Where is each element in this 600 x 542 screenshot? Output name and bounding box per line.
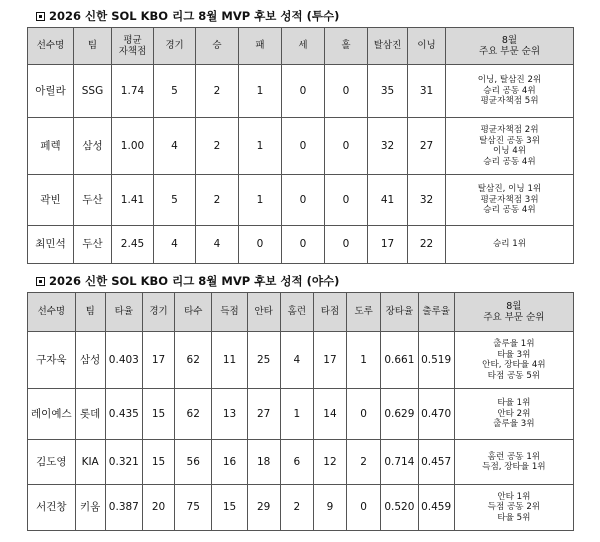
ranking-notes-cell [454, 389, 573, 440]
ranking-note: 출루율 1위 [493, 339, 535, 349]
table-cell: SSG [74, 65, 112, 118]
table-cell: 0.387 [105, 485, 142, 531]
ranking-note: 출루율 3위 [493, 419, 535, 430]
table-cell: 두산 [74, 226, 112, 264]
header-cell: 안타 [247, 293, 280, 332]
table-cell: 키움 [75, 485, 105, 531]
table-cell: KIA [75, 440, 105, 485]
table-cell: 삼성 [75, 332, 105, 389]
table-cell: 22 [408, 226, 446, 264]
header-cell: 선수명 [28, 293, 76, 332]
table-cell: 15 [212, 485, 247, 531]
table-row [28, 175, 574, 226]
table-cell: 29 [247, 485, 280, 531]
header-cell: 도루 [347, 293, 381, 332]
table-cell: 15 [142, 440, 174, 485]
header-cell: 타점 [313, 293, 346, 332]
batter-title-text: 2026 신한 SOL KBO 리그 8월 MVP 후보 성적 (야수) [49, 274, 340, 288]
table-cell: 25 [247, 332, 280, 389]
table-cell: 0.661 [381, 332, 418, 389]
table-cell: 0 [347, 389, 381, 440]
table-cell: 1 [239, 118, 282, 175]
table-cell: 2 [196, 65, 239, 118]
table-cell: 15 [142, 389, 174, 440]
table-row [28, 389, 574, 440]
table-cell: 0.321 [105, 440, 142, 485]
header-cell: 홈런 [280, 293, 313, 332]
table-cell: 1.74 [112, 65, 154, 118]
batter-header-row [28, 293, 574, 332]
batter-stats-table [27, 292, 574, 531]
ranking-note: 이닝, 탈삼진 2위 [477, 75, 542, 86]
table-cell: 김도영 [28, 440, 76, 485]
table-cell: 2 [280, 485, 313, 531]
ranking-note: 평균자책점 3위 [480, 194, 539, 205]
header-cell: 출루율 [418, 293, 454, 332]
table-cell: 삼성 [74, 118, 112, 175]
header-cell: 8월 주요 부문 순위 [446, 28, 574, 65]
table-cell: 0.435 [105, 389, 142, 440]
table-cell: 페렉 [28, 118, 74, 175]
pitcher-title-text: 2026 신한 SOL KBO 리그 8월 MVP 후보 성적 (투수) [49, 9, 340, 23]
table-cell: 4 [154, 118, 196, 175]
header-cell: 승 [196, 28, 239, 65]
table-row [28, 440, 574, 485]
table-cell: 1 [239, 65, 282, 118]
ranking-note: 승리 공동 4위 [483, 85, 536, 96]
table-cell: 16 [212, 440, 247, 485]
header-cell: 홀 [325, 28, 368, 65]
header-cell: 경기 [142, 293, 174, 332]
table-cell: 2 [196, 118, 239, 175]
table-cell: 17 [368, 226, 408, 264]
batter-table-body [28, 332, 574, 531]
table-cell: 11 [212, 332, 247, 389]
table-cell: 1 [280, 389, 313, 440]
table-cell: 아릴라 [28, 65, 74, 118]
ranking-notes-cell [454, 332, 573, 389]
square-bullet-icon [36, 277, 45, 286]
table-cell: 0 [325, 65, 368, 118]
header-cell: 팀 [74, 28, 112, 65]
ranking-notes-cell [446, 118, 574, 175]
ranking-notes-cell [454, 440, 573, 485]
header-cell: 장타율 [381, 293, 418, 332]
ranking-note: 탈삼진 공동 3위 [479, 135, 540, 146]
table-cell: 롯데 [75, 389, 105, 440]
ranking-note: 득점 공동 2위 [487, 502, 541, 513]
table-cell: 0 [347, 485, 381, 531]
table-row [28, 226, 574, 264]
table-cell: 75 [175, 485, 212, 531]
pitcher-header-row [28, 28, 574, 65]
ranking-note: 안타 1위 [497, 491, 531, 502]
table-cell: 56 [175, 440, 212, 485]
table-cell: 18 [247, 440, 280, 485]
ranking-note: 탈삼진, 이닝 1위 [477, 184, 542, 195]
table-cell: 0 [325, 118, 368, 175]
header-cell: 타수 [175, 293, 212, 332]
table-cell: 9 [313, 485, 346, 531]
table-cell: 두산 [74, 175, 112, 226]
ranking-note: 타점 공동 5위 [487, 370, 541, 381]
ranking-note: 평균자책점 5위 [480, 96, 539, 107]
table-cell: 17 [142, 332, 174, 389]
header-cell: 팀 [75, 293, 105, 332]
ranking-note: 홈런 공동 1위 [487, 451, 541, 462]
table-cell: 62 [175, 389, 212, 440]
header-cell: 경기 [154, 28, 196, 65]
table-cell: 1 [239, 175, 282, 226]
header-cell: 이닝 [408, 28, 446, 65]
table-cell: 1.00 [112, 118, 154, 175]
pitcher-stats-table [27, 27, 574, 264]
ranking-note: 타율 5위 [497, 512, 531, 523]
table-cell: 최민석 [28, 226, 74, 264]
table-cell: 0.520 [381, 485, 418, 531]
header-cell: 탈삼진 [368, 28, 408, 65]
table-cell: 0.457 [418, 440, 454, 485]
table-cell: 0 [282, 226, 325, 264]
header-cell: 8월 주요 부문 순위 [454, 293, 573, 332]
ranking-note: 승리 공동 4위 [483, 156, 536, 167]
table-cell: 0 [239, 226, 282, 264]
table-cell: 2 [347, 440, 381, 485]
table-row [28, 332, 574, 389]
table-cell: 27 [247, 389, 280, 440]
table-cell: 0.470 [418, 389, 454, 440]
ranking-notes-cell [446, 65, 574, 118]
table-cell: 27 [408, 118, 446, 175]
table-cell: 62 [175, 332, 212, 389]
table-cell: 0.714 [381, 440, 418, 485]
ranking-notes-cell [454, 485, 573, 531]
ranking-note: 타율 1위 [497, 398, 531, 409]
header-cell: 타율 [105, 293, 142, 332]
table-cell: 13 [212, 389, 247, 440]
table-cell: 구자욱 [28, 332, 76, 389]
table-cell: 35 [368, 65, 408, 118]
table-cell: 20 [142, 485, 174, 531]
table-cell: 32 [408, 175, 446, 226]
ranking-note: 타율 3위 [497, 349, 531, 360]
table-cell: 1.41 [112, 175, 154, 226]
table-cell: 곽빈 [28, 175, 74, 226]
ranking-note: 안타 2위 [497, 408, 531, 419]
pitcher-table-title [36, 9, 339, 23]
table-cell: 14 [313, 389, 346, 440]
table-cell: 4 [154, 226, 196, 264]
ranking-note: 평균자책점 2위 [480, 125, 539, 135]
table-cell: 0.403 [105, 332, 142, 389]
table-cell: 0 [325, 226, 368, 264]
table-cell: 6 [280, 440, 313, 485]
ranking-note: 득점, 장타율 1위 [482, 462, 546, 472]
table-cell: 1 [347, 332, 381, 389]
table-cell: 32 [368, 118, 408, 175]
ranking-notes-cell [446, 175, 574, 226]
ranking-note: 안타, 장타율 4위 [482, 360, 546, 370]
ranking-note: 승리 공동 4위 [483, 205, 536, 216]
table-cell: 12 [313, 440, 346, 485]
table-cell: 0.459 [418, 485, 454, 531]
table-cell: 41 [368, 175, 408, 226]
table-cell: 2.45 [112, 226, 154, 264]
ranking-note: 승리 1위 [492, 239, 527, 250]
header-cell: 패 [239, 28, 282, 65]
table-cell: 2 [196, 175, 239, 226]
square-bullet-icon [36, 12, 45, 21]
table-cell: 5 [154, 175, 196, 226]
ranking-note: 이닝 4위 [492, 146, 527, 156]
table-cell: 서건창 [28, 485, 76, 531]
header-cell: 득점 [212, 293, 247, 332]
header-cell: 평균 자책점 [112, 28, 154, 65]
table-cell: 4 [196, 226, 239, 264]
table-cell: 4 [280, 332, 313, 389]
table-cell: 0 [325, 175, 368, 226]
batter-table-title [36, 274, 339, 288]
table-cell: 17 [313, 332, 346, 389]
table-row [28, 118, 574, 175]
pitcher-table-body [28, 65, 574, 264]
table-cell: 0 [282, 175, 325, 226]
table-cell: 레이예스 [28, 389, 76, 440]
table-cell: 31 [408, 65, 446, 118]
table-row [28, 485, 574, 531]
table-cell: 0.519 [418, 332, 454, 389]
table-row [28, 65, 574, 118]
header-cell: 선수명 [28, 28, 74, 65]
table-cell: 0 [282, 65, 325, 118]
ranking-notes-cell [446, 226, 574, 264]
table-cell: 0.629 [381, 389, 418, 440]
table-cell: 0 [282, 118, 325, 175]
table-cell: 5 [154, 65, 196, 118]
header-cell: 세 [282, 28, 325, 65]
